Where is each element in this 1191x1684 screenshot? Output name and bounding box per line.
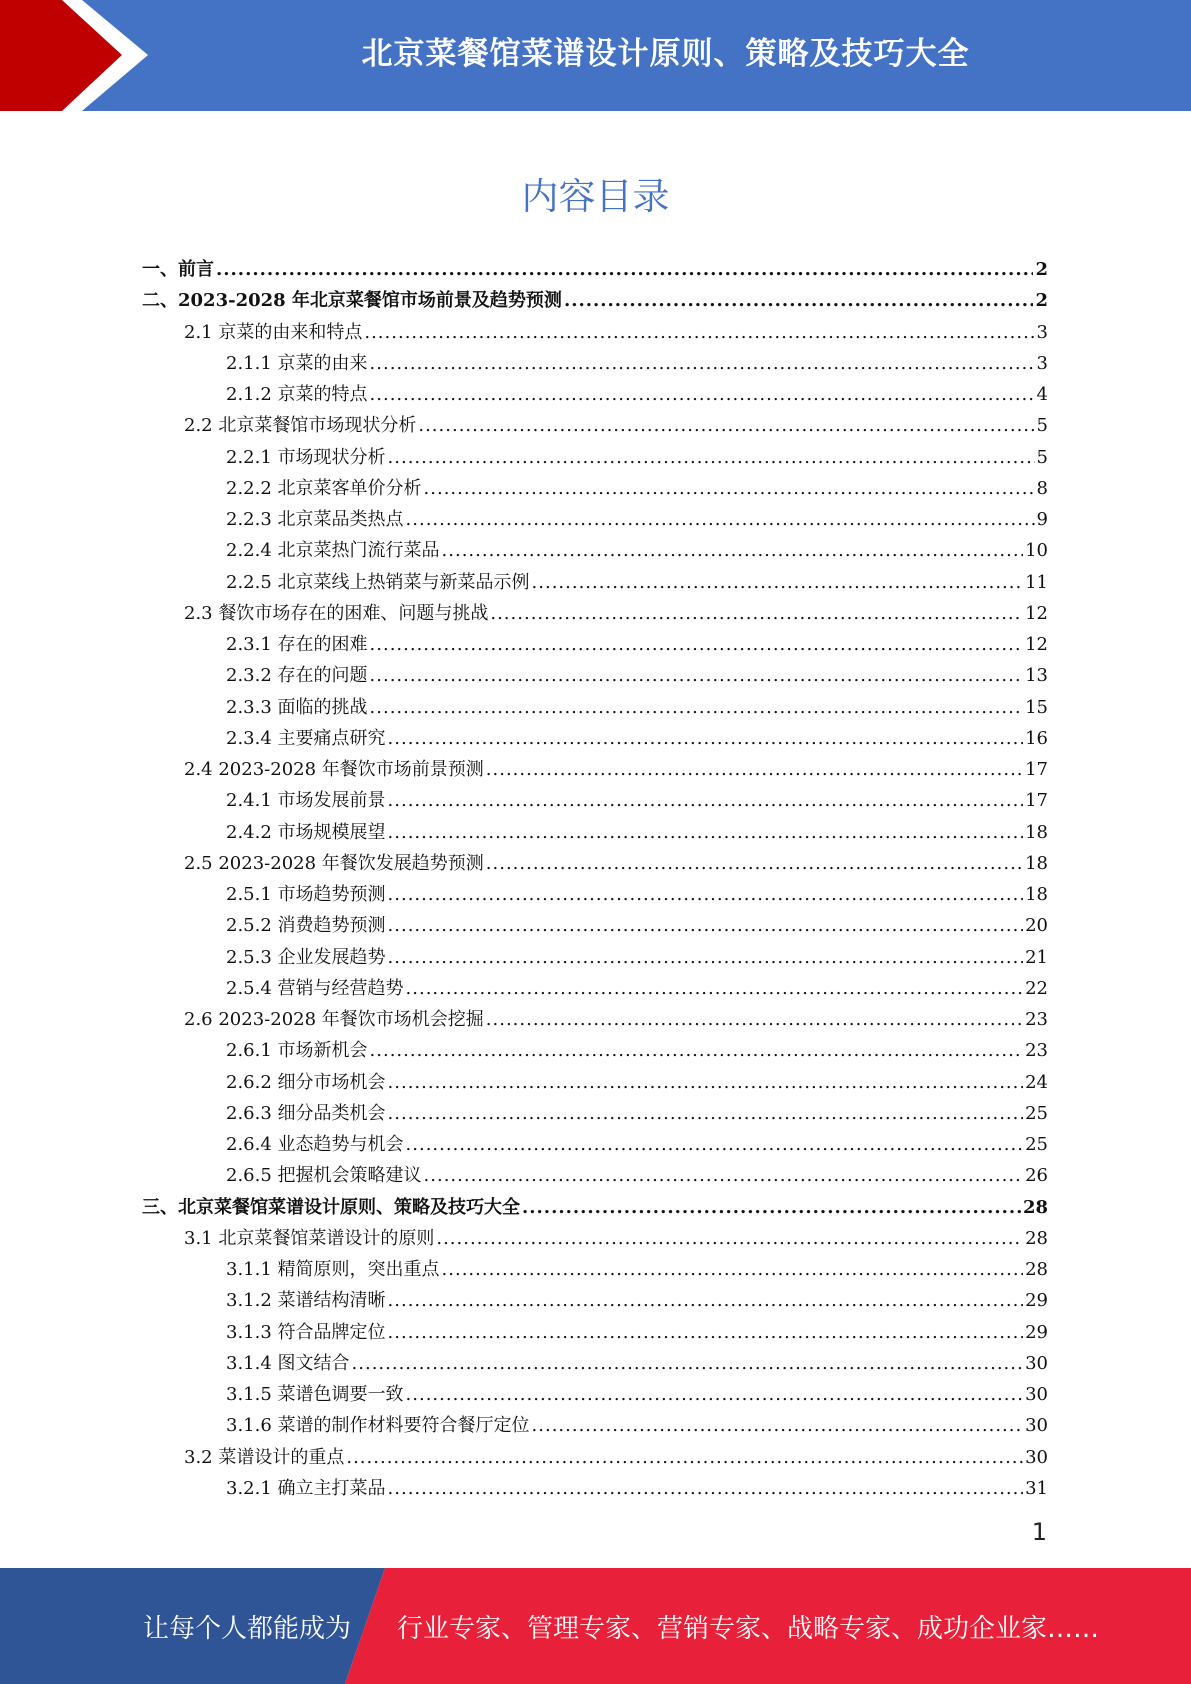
toc-leader-dots <box>370 660 1024 691</box>
toc-entry[interactable] <box>142 1473 1048 1504</box>
toc-entry-page: 16 <box>1025 727 1048 749</box>
toc-leader-dots <box>406 1379 1024 1410</box>
toc-entry[interactable] <box>142 1129 1048 1160</box>
toc-entry[interactable] <box>142 629 1048 660</box>
toc-entry-page: 28 <box>1025 1227 1048 1249</box>
toc-entry[interactable] <box>142 817 1048 848</box>
page-header-banner <box>0 0 1191 111</box>
toc-entry-page: 2 <box>1035 259 1048 280</box>
toc-entry-page: 10 <box>1025 540 1048 562</box>
toc-entry[interactable] <box>142 1223 1048 1254</box>
toc-leader-dots <box>364 317 1034 348</box>
toc-leader-dots <box>442 535 1024 566</box>
toc-leader-dots <box>388 817 1024 848</box>
toc-entry[interactable] <box>142 504 1048 535</box>
toc-leader-dots <box>346 1442 1023 1473</box>
toc-entry-label: 3.1.2 菜谱结构清晰 <box>226 1290 386 1312</box>
toc-entry-page: 30 <box>1025 1352 1048 1374</box>
toc-entry-label: 2.6.1 市场新机会 <box>226 1040 368 1062</box>
toc-entry-label: 3.1.6 菜谱的制作材料要符合餐厅定位 <box>226 1415 530 1437</box>
toc-entry[interactable] <box>142 1379 1048 1410</box>
toc-entry-label: 2.5.4 营销与经营趋势 <box>226 977 404 999</box>
toc-entry-label: 2.2.1 市场现状分析 <box>226 446 386 468</box>
toc-entry-page: 28 <box>1025 1259 1048 1280</box>
toc-entry-label: 2.2.5 北京菜线上热销菜与新菜品示例 <box>226 571 530 593</box>
toc-leader-dots <box>388 442 1035 473</box>
toc-entry[interactable] <box>142 1317 1048 1348</box>
toc-entry[interactable] <box>142 1254 1048 1285</box>
toc-entry[interactable] <box>142 1035 1048 1066</box>
toc-entry-label: 2.2.3 北京菜品类热点 <box>226 509 404 530</box>
page-footer-banner <box>0 1568 1191 1684</box>
toc-leader-dots <box>388 942 1024 973</box>
toc-entry-label: 二、2023-2028 年北京菜餐馆市场前景及趋势预测 <box>142 290 562 312</box>
toc-entry-page: 30 <box>1025 1415 1048 1437</box>
toc-entry[interactable] <box>142 317 1048 348</box>
toc-entry[interactable] <box>142 1285 1048 1316</box>
toc-entry[interactable] <box>142 942 1048 973</box>
toc-entry-page: 11 <box>1025 571 1048 593</box>
toc-leader-dots <box>388 1285 1024 1316</box>
toc-entry-label: 2.3 餐饮市场存在的困难、问题与挑战 <box>184 602 489 624</box>
toc-entry-label: 2.6.5 把握机会策略建议 <box>226 1165 422 1187</box>
toc-leader-dots <box>388 910 1024 941</box>
toc-leader-dots <box>352 1348 1024 1379</box>
toc-entry-label: 2.6.2 细分市场机会 <box>226 1071 386 1093</box>
toc-leader-dots <box>370 379 1035 410</box>
toc-entry-page: 9 <box>1036 509 1048 530</box>
toc-entry-page: 12 <box>1025 634 1048 655</box>
toc-entry-page: 29 <box>1025 1321 1048 1343</box>
toc-entry-page: 23 <box>1025 1009 1048 1030</box>
toc-entry[interactable] <box>142 535 1048 566</box>
toc-leader-dots <box>388 1098 1024 1129</box>
toc-entry-label: 2.3.4 主要痛点研究 <box>226 727 386 749</box>
toc-leader-dots <box>388 1067 1024 1098</box>
toc-leader-dots <box>418 410 1034 441</box>
toc-leader-dots <box>388 1473 1024 1504</box>
toc-leader-dots <box>406 1129 1024 1160</box>
toc-entry[interactable] <box>142 1442 1048 1473</box>
toc-entry[interactable] <box>142 285 1048 316</box>
toc-leader-dots <box>522 1192 1021 1223</box>
toc-entry-label: 2.6.4 业态趋势与机会 <box>226 1134 404 1155</box>
toc-entry-label: 3.2 菜谱设计的重点 <box>184 1446 345 1468</box>
toc-leader-dots <box>564 285 1034 316</box>
toc-entry-label: 3.1.4 图文结合 <box>226 1352 350 1374</box>
toc-heading: 内容目录 <box>521 175 670 218</box>
toc-entry-label: 2.5.3 企业发展趋势 <box>226 946 386 968</box>
footer-slogan-right: 行业专家、管理专家、营销专家、战略专家、成功企业家…… <box>397 1614 1100 1644</box>
toc-entry-label: 3.1.5 菜谱色调要一致 <box>226 1384 404 1405</box>
toc-entry-label: 3.1.1 精简原则，突出重点 <box>226 1259 440 1280</box>
toc-entry[interactable] <box>142 910 1048 941</box>
toc-entry-label: 2.2.2 北京菜客单价分析 <box>226 477 422 499</box>
toc-entry-label: 2.1.2 京菜的特点 <box>226 384 368 405</box>
toc-entry-page: 18 <box>1025 884 1048 905</box>
toc-entry-label: 2.1.1 京菜的由来 <box>226 352 368 374</box>
toc-entry[interactable] <box>142 879 1048 910</box>
toc-entry-page: 18 <box>1025 852 1048 874</box>
toc-entry-page: 26 <box>1025 1165 1048 1187</box>
toc-entry-label: 一、前言 <box>142 259 214 280</box>
toc-entry[interactable] <box>142 692 1048 723</box>
toc-entry-page: 12 <box>1025 602 1048 624</box>
toc-entry[interactable] <box>142 723 1048 754</box>
toc-entry[interactable] <box>142 660 1048 691</box>
toc-entry-page: 3 <box>1036 321 1048 343</box>
toc-entry[interactable] <box>142 973 1048 1004</box>
toc-entry[interactable] <box>142 1067 1048 1098</box>
page-number: 1 <box>1031 1518 1047 1546</box>
toc-entry[interactable] <box>142 1098 1048 1129</box>
toc-leader-dots <box>532 567 1024 598</box>
toc-entry[interactable] <box>142 1160 1048 1191</box>
toc-entry[interactable] <box>142 410 1048 441</box>
toc-entry-page: 23 <box>1025 1040 1048 1062</box>
toc-entry[interactable] <box>142 348 1048 379</box>
toc-entry-label: 2.6 2023-2028 年餐饮市场机会挖掘 <box>184 1009 484 1030</box>
toc-leader-dots <box>388 785 1024 816</box>
toc-entry-label: 2.5.1 市场趋势预测 <box>226 884 386 905</box>
toc-entry-page: 25 <box>1025 1134 1048 1155</box>
toc-entry[interactable] <box>142 473 1048 504</box>
toc-entry-label: 三、北京菜餐馆菜谱设计原则、策略及技巧大全 <box>142 1196 520 1218</box>
toc-entry[interactable] <box>142 379 1048 410</box>
toc-entry-page: 25 <box>1025 1102 1048 1124</box>
toc-leader-dots <box>424 473 1035 504</box>
table-of-contents <box>142 254 1048 1504</box>
toc-entry-label: 2.5.2 消费趋势预测 <box>226 915 386 937</box>
toc-entry-page: 29 <box>1025 1290 1048 1312</box>
toc-entry-page: 3 <box>1036 352 1048 374</box>
toc-entry[interactable] <box>142 1192 1048 1223</box>
toc-entry-page: 5 <box>1036 415 1048 437</box>
toc-entry-page: 22 <box>1025 977 1048 999</box>
toc-entry-label: 2.3.3 面临的挑战 <box>226 696 368 718</box>
toc-entry-label: 2.4.1 市场发展前景 <box>226 790 386 812</box>
toc-entry-label: 2.3.2 存在的问题 <box>226 665 368 687</box>
toc-entry[interactable] <box>142 1410 1048 1441</box>
toc-entry-label: 2.6.3 细分品类机会 <box>226 1102 386 1124</box>
toc-entry[interactable] <box>142 1348 1048 1379</box>
toc-leader-dots <box>406 504 1035 535</box>
toc-leader-dots <box>388 1317 1024 1348</box>
toc-leader-dots <box>406 973 1024 1004</box>
toc-entry-page: 8 <box>1036 477 1048 499</box>
toc-entry-label: 2.5 2023-2028 年餐饮发展趋势预测 <box>184 852 484 874</box>
toc-leader-dots <box>442 1254 1024 1285</box>
toc-entry-label: 2.2.4 北京菜热门流行菜品 <box>226 540 440 562</box>
toc-entry-page: 17 <box>1025 759 1048 780</box>
toc-entry[interactable] <box>142 785 1048 816</box>
toc-entry-page: 4 <box>1036 384 1048 405</box>
toc-entry[interactable] <box>142 442 1048 473</box>
header-title: 北京菜餐馆菜谱设计原则、策略及技巧大全 <box>361 36 970 72</box>
toc-leader-dots <box>486 1004 1023 1035</box>
toc-leader-dots <box>424 1160 1024 1191</box>
toc-entry-label: 3.1.3 符合品牌定位 <box>226 1321 386 1343</box>
toc-leader-dots <box>486 848 1023 879</box>
toc-entry-label: 2.3.1 存在的困难 <box>226 634 368 655</box>
toc-leader-dots <box>490 598 1023 629</box>
toc-entry-page: 30 <box>1025 1446 1048 1468</box>
toc-leader-dots <box>370 629 1024 660</box>
footer-slogan-left: 让每个人都能成为 <box>143 1614 352 1644</box>
toc-leader-dots <box>370 348 1035 379</box>
toc-entry-page: 5 <box>1036 446 1048 468</box>
toc-entry-page: 24 <box>1025 1071 1048 1093</box>
toc-entry-page: 2 <box>1035 290 1048 312</box>
toc-entry[interactable] <box>142 1004 1048 1035</box>
toc-leader-dots <box>388 879 1024 910</box>
toc-leader-dots <box>436 1223 1023 1254</box>
toc-entry-page: 15 <box>1025 696 1048 718</box>
toc-entry-page: 13 <box>1025 665 1048 687</box>
toc-entry-page: 20 <box>1025 915 1048 937</box>
toc-entry[interactable] <box>142 754 1048 785</box>
toc-leader-dots <box>370 692 1024 723</box>
toc-leader-dots <box>370 1035 1024 1066</box>
toc-entry-page: 30 <box>1025 1384 1048 1405</box>
toc-entry-page: 17 <box>1025 790 1048 812</box>
toc-entry-label: 3.2.1 确立主打菜品 <box>226 1477 386 1499</box>
toc-leader-dots <box>486 754 1023 785</box>
toc-entry-label: 2.1 京菜的由来和特点 <box>184 321 363 343</box>
toc-entry[interactable] <box>142 254 1048 285</box>
toc-entry[interactable] <box>142 848 1048 879</box>
toc-leader-dots <box>388 723 1024 754</box>
toc-entry[interactable] <box>142 598 1048 629</box>
toc-entry-page: 28 <box>1022 1196 1048 1218</box>
toc-leader-dots <box>532 1410 1024 1441</box>
toc-entry-label: 2.4.2 市场规模展望 <box>226 821 386 843</box>
toc-leader-dots <box>216 254 1033 285</box>
toc-entry[interactable] <box>142 567 1048 598</box>
toc-entry-page: 21 <box>1025 946 1048 968</box>
toc-entry-page: 31 <box>1025 1477 1048 1499</box>
toc-entry-page: 18 <box>1025 821 1048 843</box>
toc-entry-label: 2.2 北京菜餐馆市场现状分析 <box>184 415 417 437</box>
toc-entry-label: 3.1 北京菜餐馆菜谱设计的原则 <box>184 1227 435 1249</box>
toc-entry-label: 2.4 2023-2028 年餐饮市场前景预测 <box>184 759 484 780</box>
